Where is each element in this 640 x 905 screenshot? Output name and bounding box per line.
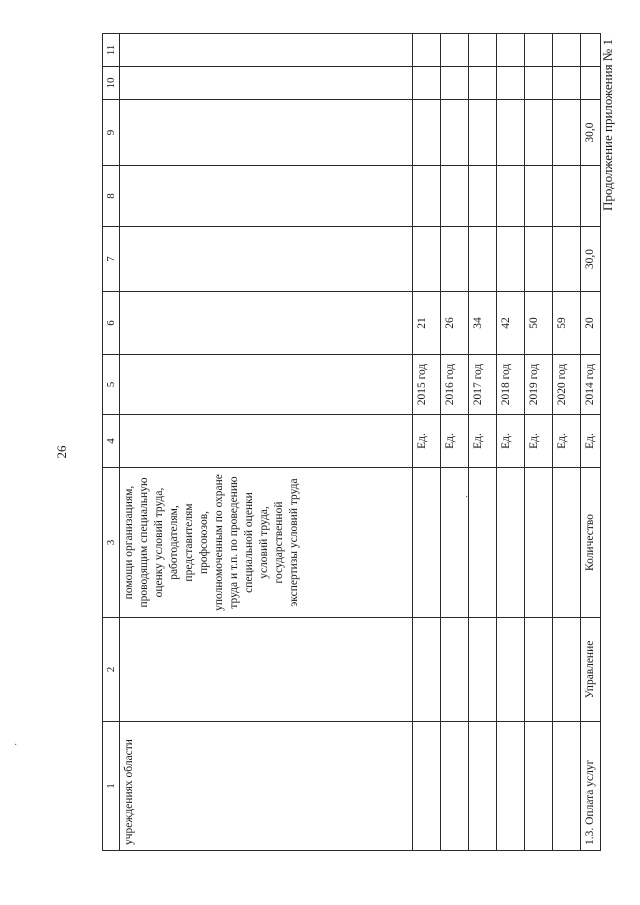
cell-col9: [525, 100, 553, 166]
data-table: [102, 33, 601, 851]
cell-unit: Ед.: [413, 415, 441, 468]
cell-year: 2019 год: [525, 355, 553, 415]
cell-unit: Ед.: [497, 415, 525, 468]
table-container: [102, 34, 597, 851]
table-row: [525, 34, 553, 851]
cell-col8: [553, 166, 581, 227]
cell-col11: [469, 34, 497, 67]
cell-executor: [120, 618, 413, 722]
cell-value: 21: [413, 292, 441, 355]
cell-value: 26: [441, 292, 469, 355]
cell-year: 2020 год: [553, 355, 581, 415]
cell-activity: [413, 722, 441, 851]
cell-executor: [469, 618, 497, 722]
cell-indicator: [497, 468, 525, 618]
cell-col9: [413, 100, 441, 166]
cell-col10: [120, 67, 413, 100]
cell-indicator: [469, 468, 497, 618]
cell-unit: Ед.: [581, 415, 601, 468]
column-number: 2: [103, 618, 120, 722]
cell-col8: [120, 166, 413, 227]
cell-col11: [553, 34, 581, 67]
cell-col10: [413, 67, 441, 100]
cell-activity: [441, 722, 469, 851]
column-number: 7: [103, 227, 120, 292]
cell-unit: Ед.: [469, 415, 497, 468]
column-number: 5: [103, 355, 120, 415]
cell-col8: [413, 166, 441, 227]
cell-activity: [553, 722, 581, 851]
column-number: 10: [103, 67, 120, 100]
cell-indicator: помощи организациям, проводящим специальную оценку условий труда, работодателям, представителям профсоюзов, уполномоченным по охране труда и т.п. по проведению специальной оценки условий труда, государственной экспертизы условий труда: [120, 468, 413, 618]
table-row: [441, 34, 469, 851]
cell-executor: [497, 618, 525, 722]
cell-executor: Управление: [581, 618, 601, 722]
cell-col11: [120, 34, 413, 67]
column-number: 9: [103, 100, 120, 166]
cell-executor: [413, 618, 441, 722]
cell-col9: [441, 100, 469, 166]
table-row: [469, 34, 497, 851]
cell-value: 42: [497, 292, 525, 355]
cell-col9: [553, 100, 581, 166]
cell-indicator: [525, 468, 553, 618]
cell-col11: [497, 34, 525, 67]
cell-col7: [525, 227, 553, 292]
cell-col7: [441, 227, 469, 292]
cell-year: [120, 355, 413, 415]
cell-value: [120, 292, 413, 355]
cell-col9: 30,0: [581, 100, 601, 166]
cell-unit: Ед.: [553, 415, 581, 468]
cell-col11: [525, 34, 553, 67]
cell-col7: [120, 227, 413, 292]
table-row: [581, 34, 601, 851]
cell-value: 34: [469, 292, 497, 355]
column-number: 11: [103, 34, 120, 67]
cell-col7: [413, 227, 441, 292]
column-number: 4: [103, 415, 120, 468]
scan-dot: ·: [465, 492, 469, 503]
cell-activity: [525, 722, 553, 851]
cell-col7: [469, 227, 497, 292]
column-number-row: [103, 34, 120, 851]
cell-col8: [441, 166, 469, 227]
running-header: Продолжение приложения № 1: [600, 39, 615, 211]
cell-col10: [581, 67, 601, 100]
cell-col11: [441, 34, 469, 67]
cell-activity: [469, 722, 497, 851]
cell-value: 59: [553, 292, 581, 355]
cell-executor: [525, 618, 553, 722]
cell-col10: [441, 67, 469, 100]
cell-col7: [553, 227, 581, 292]
cell-col7: [497, 227, 525, 292]
cell-year: 2015 год: [413, 355, 441, 415]
cell-indicator: [441, 468, 469, 618]
cell-col8: [469, 166, 497, 227]
cell-col9: [497, 100, 525, 166]
column-number: 3: [103, 468, 120, 618]
column-number: 6: [103, 292, 120, 355]
cell-col10: [525, 67, 553, 100]
cell-executor: [553, 618, 581, 722]
cell-indicator: [553, 468, 581, 618]
table-row: [497, 34, 525, 851]
cell-col10: [553, 67, 581, 100]
cell-executor: [441, 618, 469, 722]
cell-year: 2018 год: [497, 355, 525, 415]
cell-col8: [497, 166, 525, 227]
column-number: 1: [103, 722, 120, 851]
cell-col11: [581, 34, 601, 67]
table-row: [413, 34, 441, 851]
table-row: [120, 34, 413, 851]
cell-col7: 30,0: [581, 227, 601, 292]
cell-activity: 1.3. Оплата услуг: [581, 722, 601, 851]
cell-value: 50: [525, 292, 553, 355]
cell-year: 2017 год: [469, 355, 497, 415]
cell-col10: [469, 67, 497, 100]
cell-activity: учреждениях области: [120, 722, 413, 851]
scan-dot: ·: [14, 740, 18, 751]
cell-year: 2014 год: [581, 355, 601, 415]
cell-activity: [497, 722, 525, 851]
cell-indicator: Количество: [581, 468, 601, 618]
cell-unit: [120, 415, 413, 468]
cell-col11: [413, 34, 441, 67]
cell-value: 20: [581, 292, 601, 355]
cell-col10: [497, 67, 525, 100]
cell-col8: [525, 166, 553, 227]
table-row: [553, 34, 581, 851]
page-number: 26: [54, 445, 69, 459]
cell-col9: [120, 100, 413, 166]
column-number: 8: [103, 166, 120, 227]
cell-unit: Ед.: [525, 415, 553, 468]
cell-year: 2016 год: [441, 355, 469, 415]
cell-unit: Ед.: [441, 415, 469, 468]
cell-indicator: [413, 468, 441, 618]
cell-col9: [469, 100, 497, 166]
cell-col8: [581, 166, 601, 227]
